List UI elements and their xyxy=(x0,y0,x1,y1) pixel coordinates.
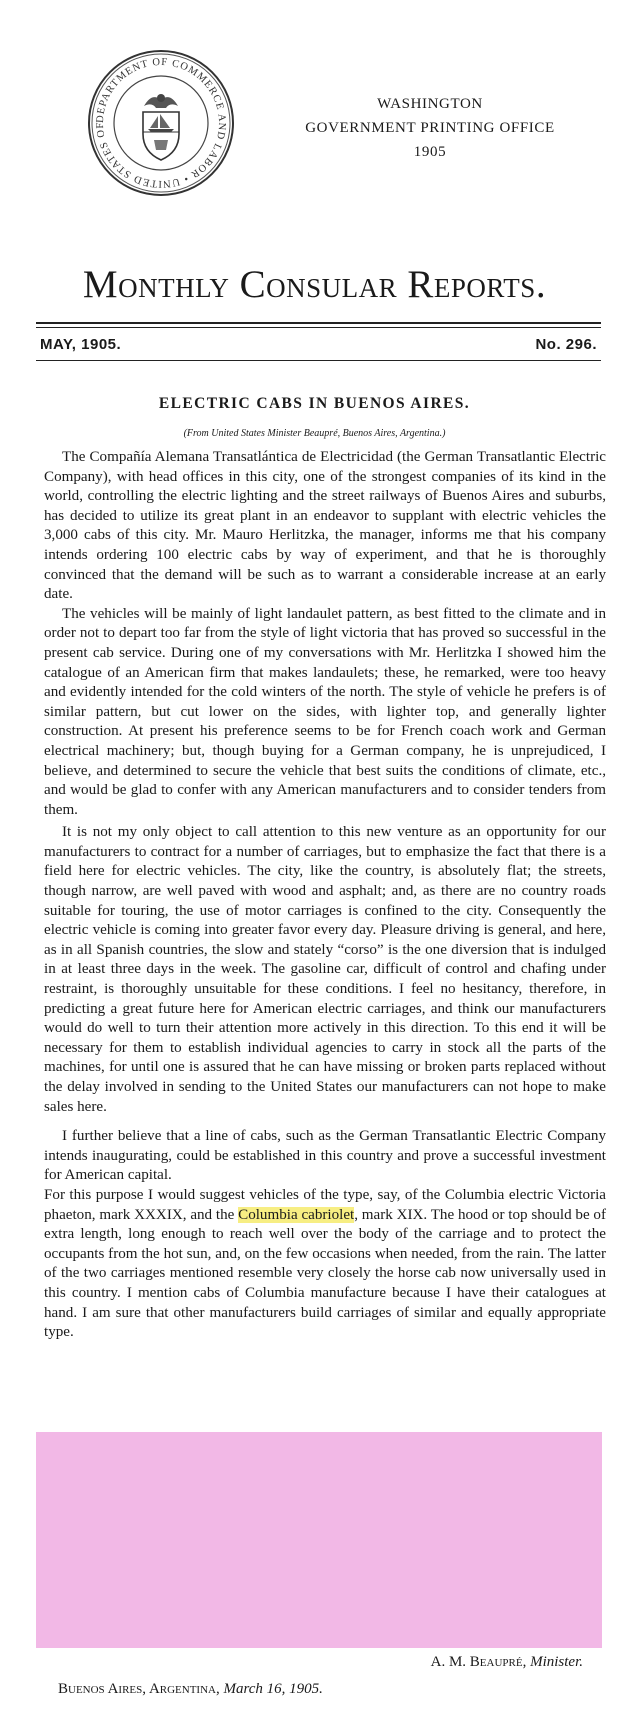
place: Buenos Aires, Argentina, xyxy=(58,1681,220,1697)
top-rule xyxy=(36,322,601,324)
signature xyxy=(431,1654,583,1671)
highlighted-phrase: Columbia cabriolet xyxy=(238,1206,355,1223)
article-source: (From United States Minister Beaupré, Buenos Aires, Argentina.) xyxy=(183,428,446,439)
article-body xyxy=(44,448,606,1343)
paragraph-5 xyxy=(44,1186,606,1343)
paragraph-5-end: , mark XIX. The hood or top should be of extra length, long enough to reach well over the body of the carriage and to protect the occupants from the hot sun, and, on the few occasions when needed, from the rain. The latter of the two carriages mentioned resemble very closely the horse cab now universally used in this country. I mention cabs of Columbia manufacture because I have their catalogues at hand. I am sure that other manufacturers build carriages of similar and equally appropriate type. xyxy=(44,1206,606,1341)
dateline xyxy=(36,336,601,356)
imprint-city: WASHINGTON xyxy=(377,96,483,112)
top-rule-thin xyxy=(36,327,601,328)
masthead-title: Monthly Consular Reports. xyxy=(82,263,547,306)
imprint-block xyxy=(290,92,570,164)
paragraph-1: The Compañía Alemana Transatlántica de Electricidad (the German Transatlantic Electric Company), with head offices in this city, one of the strongest companies of its kind in the world, controlling the electric lighting and the street railways of Buenos Aires and suburbs, has decided to utilize its great plant in an endeavor to supplant with electric vehicles the 3,000 cabs of this city. Mr. Mauro Herlitzka, the manager, informs me that his company intends ordering 100 electric cabs by way of experiment, and that he is thoroughly convinced that the demand will be such as to warrant a considerable increase at an early date. xyxy=(44,449,606,603)
paragraph-4: I further believe that a line of cabs, such as the German Transatlantic Electric Company intends inaugurating, could be established in this country and prove a successful investment for American capital. xyxy=(44,1128,606,1184)
paragraph-3: It is not my only object to call attention to this new venture as an opportunity for our manufacturers to contract for a number of carriages, but to emphasize the fact that there is a field here for electric vehicles. The city, like the country, is absolutely flat; the streets, though narrow, are well paved with wood and asphalt; and, as there are no country roads suitable for touring, the use of motor carriages is confined to the city. Consequently the electric vehicle is coming into greater favor every day. Pleasure driving is general, and here, as in all Spanish countries, the slow and stately “corso” is the one diversion that is indulged in at least three days in the week. The gasoline car, difficult of control and chafing under restraint, is thoroughly unsuitable for these conditions. I feel no hesitancy, therefore, in predicting a great future here for American electric carriages, and think our manufacturers would do well to turn their attention more actively in this direction. To this end it will be necessary for them to establish individual agencies to carry in stock all the parts of the machines, for until one is assured that he can have missing or broken parts replaced without the delay involved in sending to the United States our manufacturers can not hope to make sales here. xyxy=(44,824,606,1115)
bottom-rule xyxy=(36,360,601,361)
issue-date: MAY, 1905. xyxy=(40,336,122,353)
issue-number: No. 296. xyxy=(535,336,597,353)
place-and-date xyxy=(58,1681,323,1698)
signature-name: A. M. Beaupré, xyxy=(430,1654,527,1670)
signature-title: Minister. xyxy=(530,1654,583,1670)
imprint-year: 1905 xyxy=(413,144,447,160)
paragraph-5-start: For this purpose I would suggest vehicles of the type, say, of the Columbia electric Victoria phaeton, mark XXXIX, and the xyxy=(44,1186,606,1223)
imprint-printer: GOVERNMENT PRINTING OFFICE xyxy=(305,120,555,136)
department-seal-icon xyxy=(86,48,236,198)
highlighted-passage-background xyxy=(36,1432,602,1648)
seal-text: DEPARTMENT OF COMMERCE AND LABOR • UNITED STATES OF xyxy=(94,56,228,190)
seal-graphic xyxy=(86,48,236,198)
article-heading: ELECTRIC CABS IN BUENOS AIRES. xyxy=(158,395,471,412)
date: March 16, 1905. xyxy=(223,1681,323,1697)
paragraph-2: The vehicles will be mainly of light landaulet pattern, as best fitted to the climate and in order not to depart too far from the style of light victoria that has proved so successful in the present cab service. During one of my conversations with Mr. Herlitzka I showed him the catalogue of an American firm that makes landaulets; these, he remarked, were too heavy and evidently intended for the cold winters of the north. The style of vehicle he prefers is of similar pattern, but cut lower on the sides, with lighter top, and generally lighter construction. At present his preference seems to be for French coach work and German electrical machinery; but, though buying for a German company, he is unprejudiced, I believe, and determined to secure the vehicle that best suits the conditions of climate, etc., and would be glad to confer with any American manufacturers and to consider tenders from them. xyxy=(44,605,606,818)
